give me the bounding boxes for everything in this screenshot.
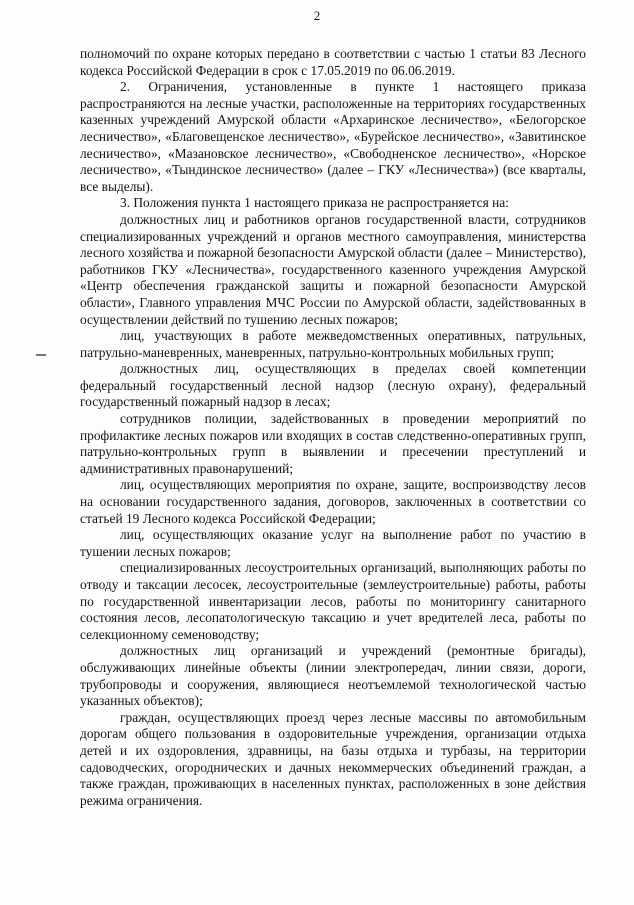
page-number: 2 xyxy=(313,8,321,23)
exemption-linear-objects-staff: должностных лиц организаций и учреждений (ремонтные бригады), обслуживающих линейные объекты (линии электропередач, линии связи, дороги, трубопроводы и сооружения, являющиеся неотъемлемой технологической частью указанных объектов); xyxy=(80,643,586,709)
exemption-forest-protection: лиц, осуществляющих мероприятия по охране, защите, воспроизводству лесов на основании государственного задания, договоров, заключенных в соответствии со статьей 19 Лесного кодекса Российской Федерации; xyxy=(80,477,586,526)
exemption-citizens: граждан, осуществляющих проезд через лесные массивы по автомобильным дорогам общего пользования в оздоровительные учреждения, организации отдыха детей и их оздоровления, здравницы, на базы отдыха и турбазы, на территории садоводческих, огороднических и дачных некоммерческих объединений граждан, а также граждан, проживающих в населенных пунктах, расположенных в зоне действия режима ограничения. xyxy=(80,709,586,808)
paragraph-item-2: 2. Ограничения, установленные в пункте 1 настоящего приказа распространяются на лесные участки, расположенные на территориях государственных казенных учреждений Амурской области «Архаринское лесничество», «Белогорское лесничество», «Благовещенское лесничество», «Бурейское лесничество», «Завитинское лесничество», «Мазановское лесничество», «Свободненское лесничество», «Норское лесничество», «Тындинское лесничество» (далее – ГКУ «Лесничества») (все кварталы, все выделы). xyxy=(80,79,586,194)
document-body xyxy=(80,46,586,809)
exemption-police: сотрудников полиции, задействованных в проведении мероприятий по профилактике лесных пожаров или входящих в состав следственно-оперативных групп, патрульно-контрольных групп в выявлении и пресечении преступлений и административных правонарушений; xyxy=(80,411,586,476)
paragraph-continuation: полномочий по охране которых передано в соответствии с частью 1 статьи 83 Лесного кодекса Российской Федерации в срок с 17.05.2019 по 06.06.2019. xyxy=(80,46,586,78)
exemption-forest-management-orgs: специализированных лесоустроительных организаций, выполняющих работы по отводу и таксации лесосек, лесоустроительные (землеустроительные) работы, работы по государственной инвентаризации лесов, работы по мониторингу санитарного состояния лесов, лесопатологическую таксацию и учет вредителей леса, работы по селекционному семеноводству; xyxy=(80,560,586,642)
exemption-forest-supervision: должностных лиц, осуществляющих в пределах своей компетенции федеральный государственный лесной надзор (лесную охрану), федеральный государственный пожарный надзор в лесах; xyxy=(80,361,586,410)
exemption-officials: должностных лиц и работников органов государственной власти, сотрудников специализированных учреждений и органов местного самоуправления, министерства лесного хозяйства и пожарной безопасности Амурской области (далее – Министерство), работников ГКУ «Лесничества», государственного казенного учреждения Амурской «Центр обеспечения гражданской защиты и пожарной безопасности Амурской области», Главного управления МЧС России по Амурской области, задействованных в осуществлении действий по тушению лесных пожаров; xyxy=(80,211,586,327)
paragraph-item-3: 3. Положения пункта 1 настоящего приказа не распространяется на: xyxy=(120,195,509,211)
scan-artifact-mark xyxy=(36,354,46,356)
exemption-firefighting-services: лиц, осуществляющих оказание услуг на выполнение работ по участию в тушении лесных пожаров; xyxy=(80,527,586,559)
exemption-patrol-groups: лиц, участвующих в работе межведомственных оперативных, патрульных, патрульно-маневренных, маневренных, патрульно-контрольных мобильных групп; xyxy=(80,328,586,360)
